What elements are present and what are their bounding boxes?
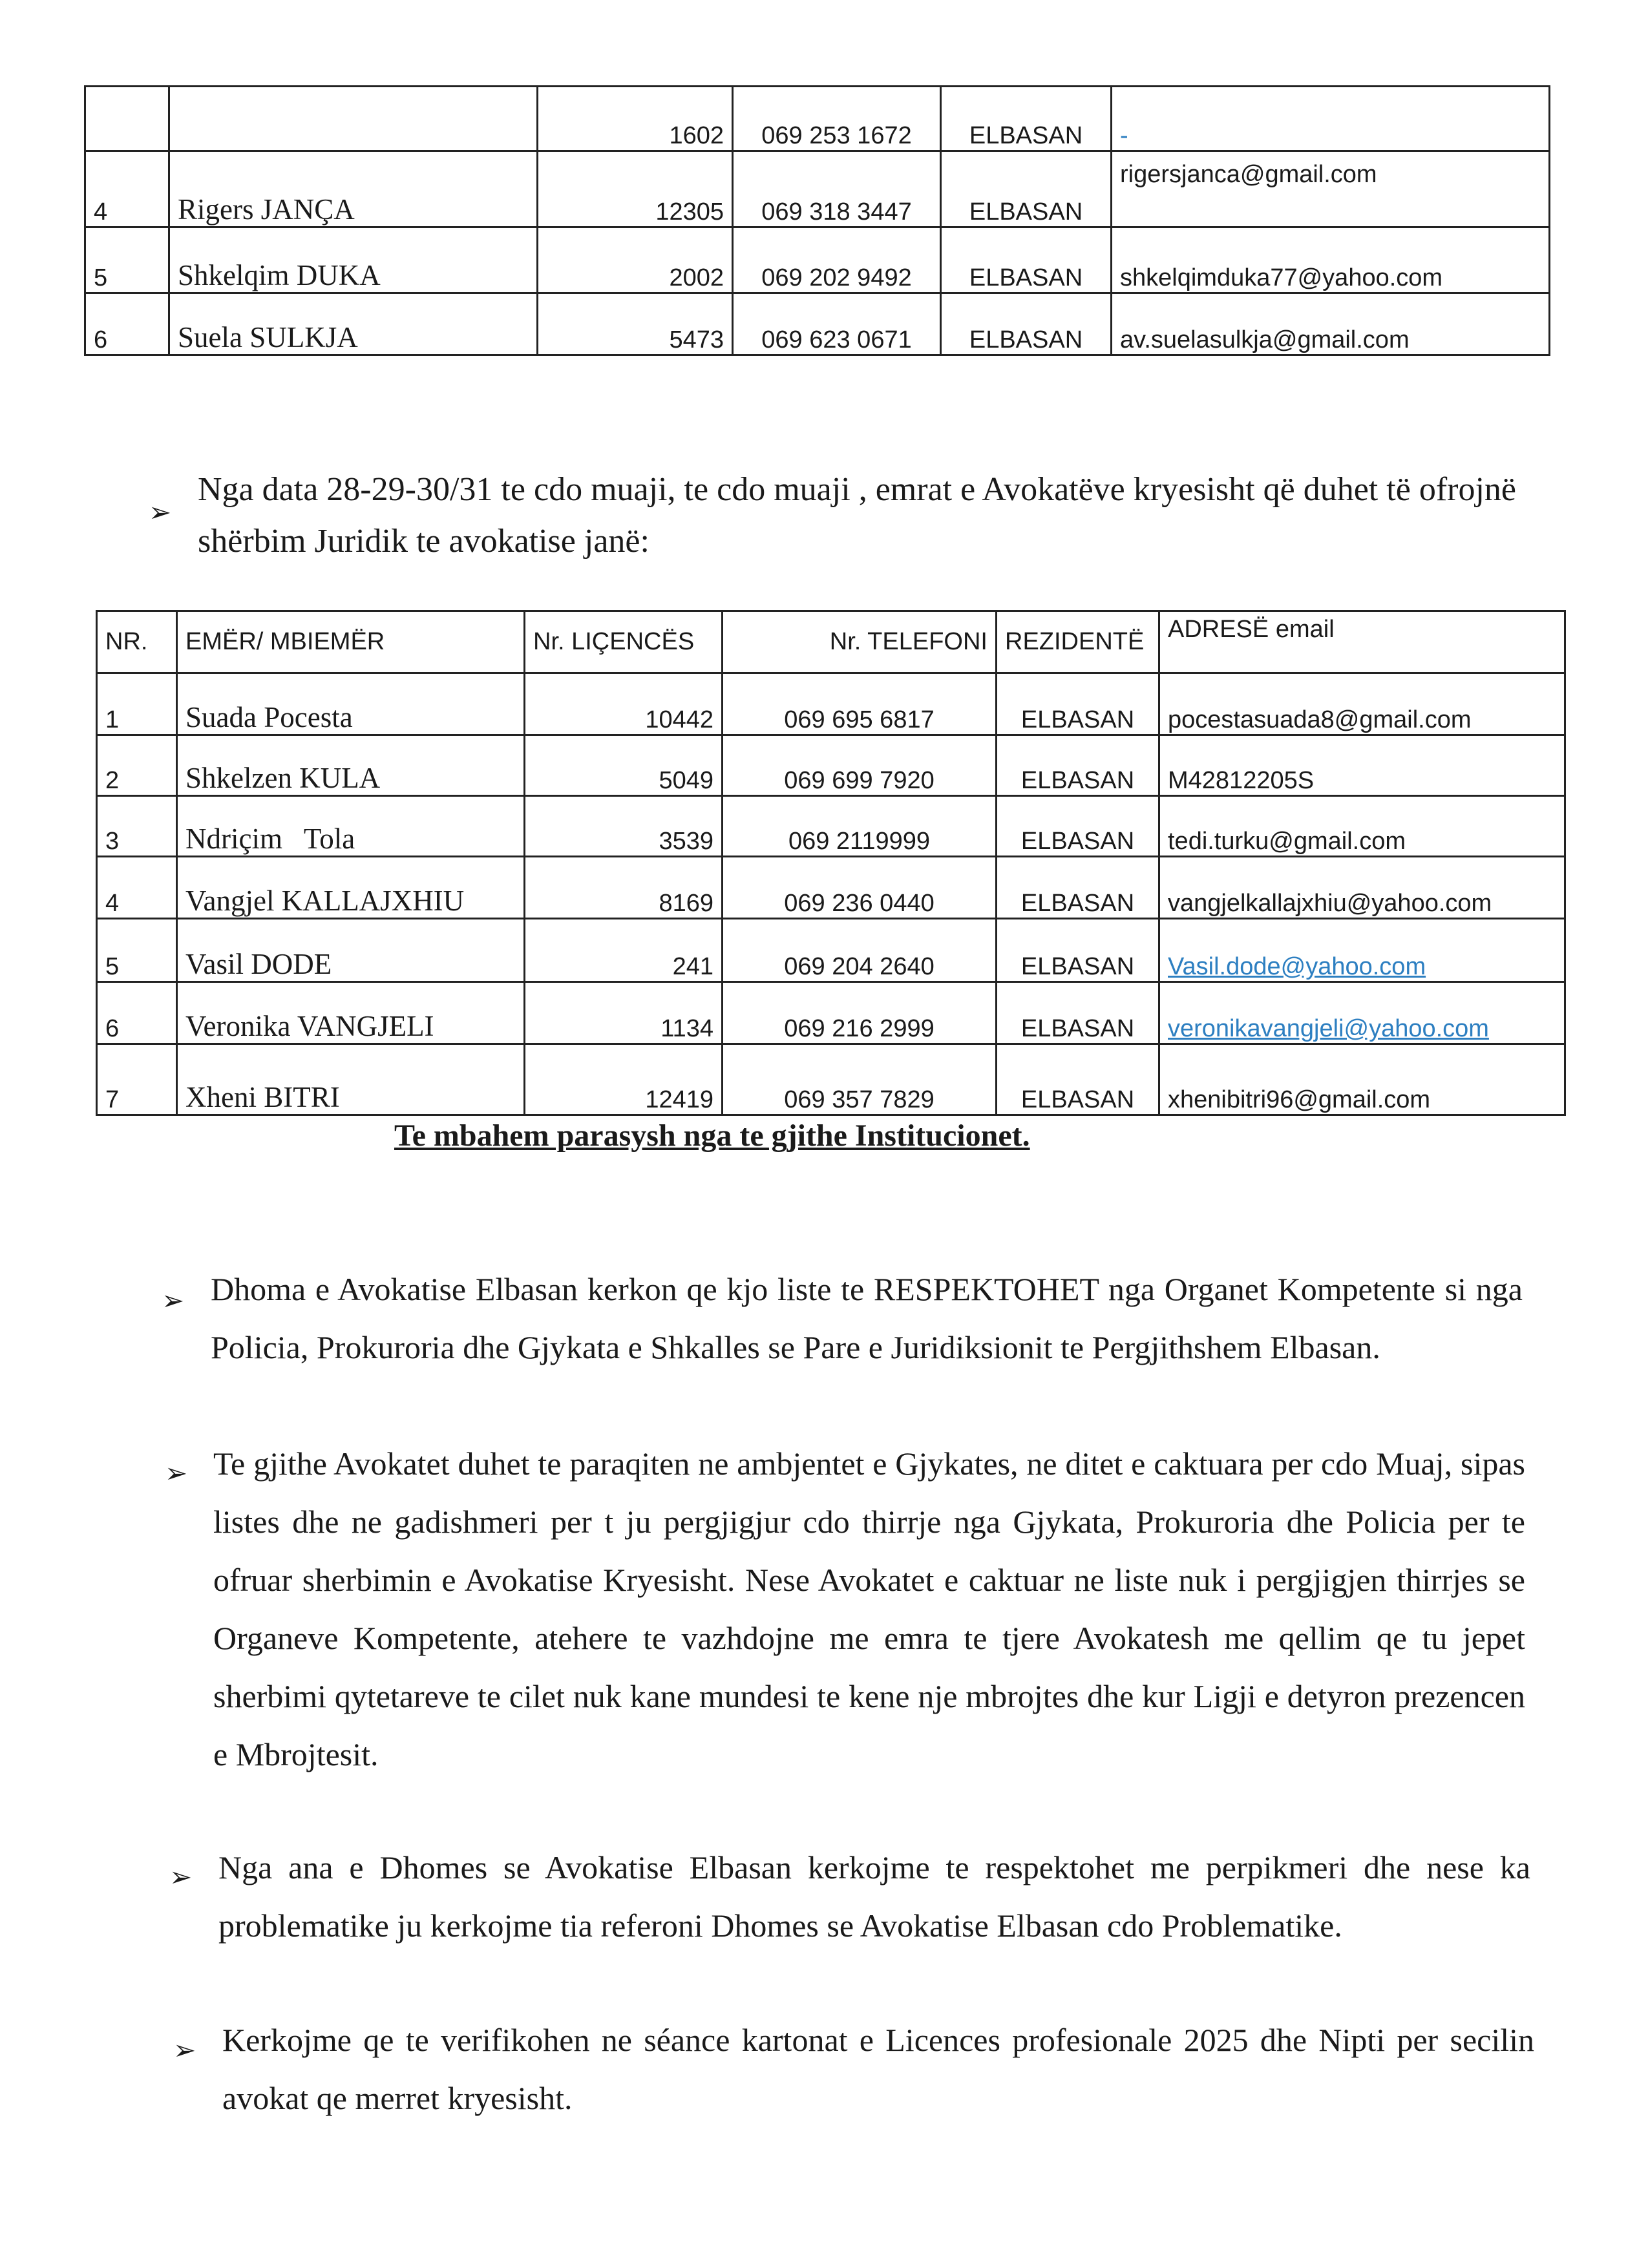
row-name: Suada Pocesta [177, 673, 525, 735]
table-row [97, 796, 1565, 857]
table-row [97, 919, 1565, 982]
table-row [97, 982, 1565, 1044]
row-nr: 2 [97, 735, 177, 796]
row-resident: ELBASAN [997, 857, 1159, 919]
row-nr: 7 [97, 1044, 177, 1115]
row-resident: ELBASAN [997, 919, 1159, 982]
row-email: av.suelasulkja@gmail.com [1112, 293, 1550, 355]
row-nr: 4 [97, 857, 177, 919]
row-resident: ELBASAN [997, 673, 1159, 735]
paragraph-1: Dhoma e Avokatise Elbasan kerkon qe kjo liste te RESPEKTOHET nga Organet Kompetente si nga Policia, Prokuroria dhe Gjykata e Shkalles se Pare e Juridiksionit te Pergjithshem Elbasan. [211, 1271, 1523, 1365]
institutions-note: Te mbahem parasysh nga te gjithe Institucionet. [394, 1118, 1030, 1153]
table-row [85, 151, 1550, 227]
row-license: 3539 [525, 796, 723, 857]
bullet-icon: ➢ [149, 496, 172, 528]
table-row [85, 87, 1550, 151]
row-phone: 069 236 0440 [723, 857, 997, 919]
row-license: 1134 [525, 982, 723, 1044]
row-email: pocestasuada8@gmail.com [1159, 673, 1565, 735]
row-phone: 069 202 9492 [733, 227, 941, 293]
lawyers-table-continued [84, 85, 1550, 356]
header-phone: Nr. TELEFONI [723, 611, 997, 673]
row-resident: ELBASAN [941, 227, 1112, 293]
row-email: vangjelkallajxhiu@yahoo.com [1159, 857, 1565, 919]
row-nr: 6 [85, 293, 169, 355]
row-license: 241 [525, 919, 723, 982]
header-name: EMËR/ MBIEMËR [177, 611, 525, 673]
row-name: Vasil DODE [177, 919, 525, 982]
table-row [97, 735, 1565, 796]
row-name: Rigers JANÇA [169, 151, 538, 227]
row-email: M42812205S [1159, 735, 1565, 796]
row-nr: 3 [97, 796, 177, 857]
row-name: Shkelzen KULA [177, 735, 525, 796]
row-phone: 069 695 6817 [723, 673, 997, 735]
row-email: xhenibitri96@gmail.com [1159, 1044, 1565, 1115]
row-phone: 069 253 1672 [733, 87, 941, 151]
row-email: tedi.turku@gmail.com [1159, 796, 1565, 857]
row-phone: 069 204 2640 [723, 919, 997, 982]
row-email: shkelqimduka77@yahoo.com [1112, 227, 1550, 293]
paragraph-3: Nga ana e Dhomes se Avokatise Elbasan kerkojme te respektohet me perpikmeri dhe nese ka problematike ju kerkojme tia referoni Dhomes se Avokatise Elbasan cdo Problematike. [218, 1849, 1530, 1944]
row-resident: ELBASAN [941, 87, 1112, 151]
row-nr: 6 [97, 982, 177, 1044]
row-license: 8169 [525, 857, 723, 919]
table-row [97, 673, 1565, 735]
table-header-row [97, 611, 1565, 673]
row-nr: 5 [85, 227, 169, 293]
row-name [169, 87, 538, 151]
bullet-icon: ➢ [165, 1457, 188, 1489]
row-resident: ELBASAN [997, 982, 1159, 1044]
row-name: Veronika VANGJELI [177, 982, 525, 1044]
row-resident: ELBASAN [997, 735, 1159, 796]
row-nr [85, 87, 169, 151]
paragraph-4: Kerkojme qe te verifikohen ne séance kartonat e Licences profesionale 2025 dhe Nipti per secilin avokat qe merret kryesisht. [222, 2022, 1534, 2116]
row-license: 12305 [538, 151, 733, 227]
bullet-icon: ➢ [173, 2034, 196, 2066]
row-email-link[interactable]: Vasil.dode@yahoo.com [1159, 919, 1565, 982]
header-resident: REZIDENTË [997, 611, 1159, 673]
row-license: 1602 [538, 87, 733, 151]
row-license: 5473 [538, 293, 733, 355]
row-phone: 069 318 3447 [733, 151, 941, 227]
table-row [97, 857, 1565, 919]
row-name: Shkelqim DUKA [169, 227, 538, 293]
row-name: Xheni BITRI [177, 1044, 525, 1115]
row-name: Suela SULKJA [169, 293, 538, 355]
row-name: Ndriçim Tola [177, 796, 525, 857]
row-license: 5049 [525, 735, 723, 796]
header-license: Nr. LIÇENCËS [525, 611, 723, 673]
row-phone: 069 216 2999 [723, 982, 997, 1044]
header-nr: NR. [97, 611, 177, 673]
row-phone: 069 623 0671 [733, 293, 941, 355]
paragraph-2: Te gjithe Avokatet duhet te paraqiten ne ambjentet e Gjykates, ne ditet e caktuara per cdo Muaj, sipas listes dhe ne gadishmeri per t ju pergjigjur cdo thirrje nga Gjykata, Prokuroria dhe Policia per te ofruar sherbimin e Avokatise Kryesisht. Nese Avokatet e caktuar ne liste nuk i pergjigjen thirrjes se Organeve Kompetente, atehere te vazhdojne me emra te tjere Avokatesh me qellim qe tu jepet sherbimi qytetareve te cilet nuk kane mundesi te kene nje mbrojtes dhe kur Ligji e detyron prezencen e Mbrojtesit. [213, 1445, 1525, 1772]
row-resident: ELBASAN [941, 293, 1112, 355]
row-resident: ELBASAN [997, 796, 1159, 857]
row-nr: 5 [97, 919, 177, 982]
row-license: 2002 [538, 227, 733, 293]
intro-text: Nga data 28-29-30/31 te cdo muaji, te cdo muaji , emrat e Avokatëve kryesisht që duhet të ofrojnë shërbim Juridik te avokatise janë: [198, 471, 1516, 560]
row-resident: ELBASAN [941, 151, 1112, 227]
row-email: - [1112, 87, 1550, 151]
row-license: 12419 [525, 1044, 723, 1115]
lawyers-duty-table [96, 610, 1566, 1116]
row-phone: 069 699 7920 [723, 735, 997, 796]
row-name: Vangjel KALLAJXHIU [177, 857, 525, 919]
table-row [97, 1044, 1565, 1115]
table-row [85, 227, 1550, 293]
bullet-icon: ➢ [169, 1861, 193, 1893]
row-resident: ELBASAN [997, 1044, 1159, 1115]
row-phone: 069 2119999 [723, 796, 997, 857]
row-nr: 4 [85, 151, 169, 227]
row-email-link[interactable]: veronikavangjeli@yahoo.com [1159, 982, 1565, 1044]
header-email: ADRESË email [1159, 611, 1565, 673]
bullet-icon: ➢ [162, 1285, 185, 1316]
row-phone: 069 357 7829 [723, 1044, 997, 1115]
table-row [85, 293, 1550, 355]
row-email: rigersjanca@gmail.com [1112, 151, 1550, 227]
row-license: 10442 [525, 673, 723, 735]
row-nr: 1 [97, 673, 177, 735]
